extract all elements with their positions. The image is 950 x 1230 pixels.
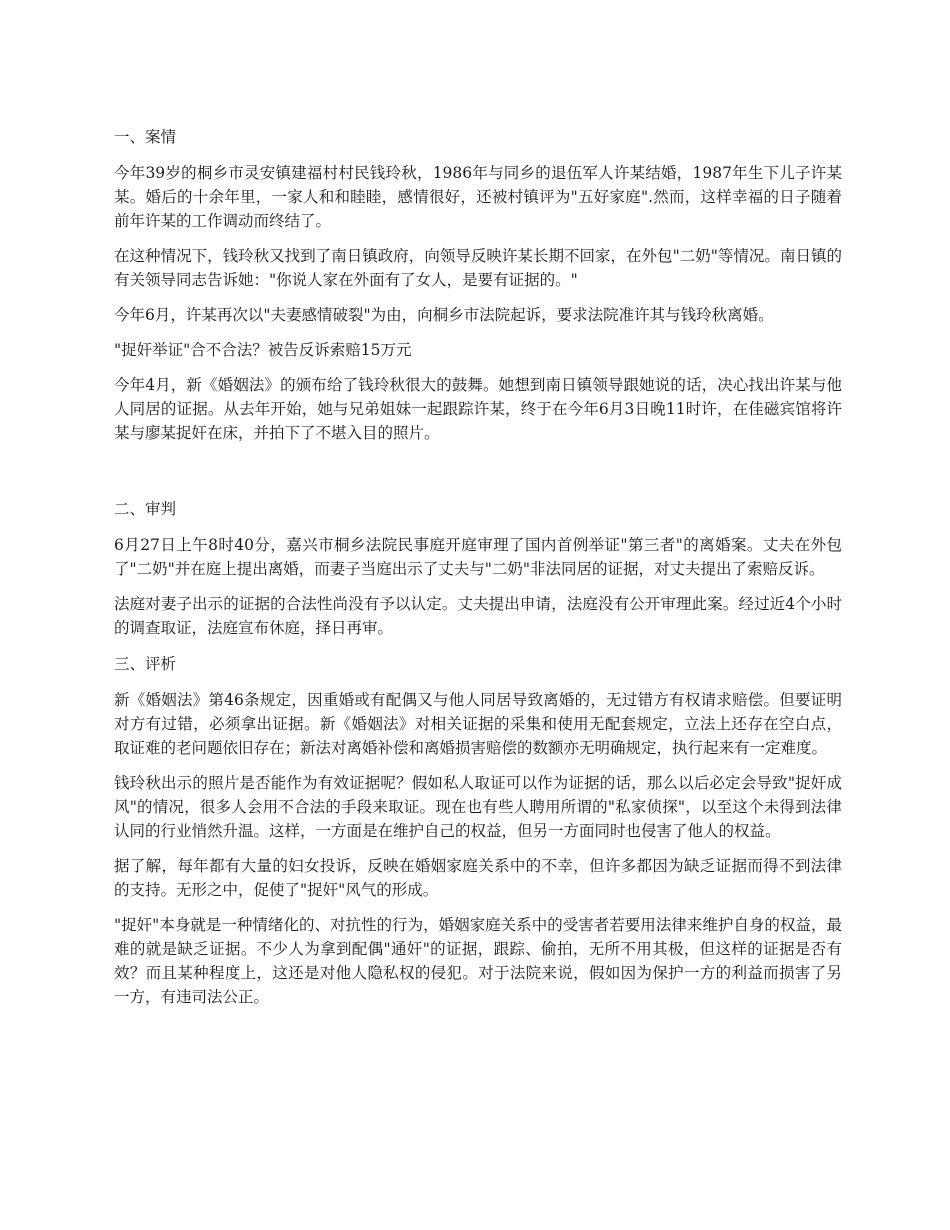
paragraph: 今年4月，新《婚姻法》的颁布给了钱玲秋很大的鼓舞。她想到南日镇领导跟她说的话，决心找出许某与他人同居的证据。从去年开始，她与兄弟姐妹一起跟踪许某，终于在今年6月3日晚11时许，在佳磁宾馆将许某与廖某捉奸在床，并拍下了不堪入目的照片。: [114, 376, 842, 442]
section-heading-analysis: 三、评析: [114, 655, 177, 673]
paragraph: 在这种情况下，钱玲秋又找到了南日镇政府，向领导反映许某长期不回家，在外包"二奶"等情况。南日镇的有关领导同志告诉她："你说人家在外面有了女人，是要有证据的。": [114, 247, 842, 289]
paragraph: "捉奸"本身就是一种情绪化的、对抗性的行为，婚姻家庭关系中的受害者若要用法律来维护自身的权益，最难的就是缺乏证据。不少人为拿到配偶"通奸"的证据，跟踪、偷拍，无所不用其极，但这样的证据是否有效？而且某种程度上，这还是对他人隐私权的侵犯。对于法院来说，假如因为保护一方的利益而损害了另一方，有违司法公正。: [114, 916, 842, 1006]
section-spacer: [114, 456, 842, 496]
paragraph: 今年39岁的桐乡市灵安镇建福村村民钱玲秋，1986年与同乡的退伍军人许某结婚，1987年生下儿子许某某。婚后的十余年里，一家人和和睦睦，感情很好，还被村镇评为"五好家庭".然而，这样幸福的日子随着前年许某的工作调动而终结了。: [114, 164, 842, 230]
paragraph: 新《婚姻法》第46条规定，因重婚或有配偶又与他人同居导致离婚的，无过错方有权请求赔偿。但要证明对方有过错，必须拿出证据。新《婚姻法》对相关证据的采集和使用无配套规定，立法上还存在空白点，取证难的老问题依旧存在；新法对离婚补偿和离婚损害赔偿的数额亦无明确规定，执行起来有一定难度。: [114, 691, 842, 757]
section-case: [114, 124, 842, 445]
section-trial: [114, 496, 842, 640]
section-analysis: [114, 651, 842, 1009]
section-heading-trial: 二、审判: [114, 500, 177, 518]
document-body: [114, 124, 842, 1020]
paragraph: 今年6月，许某再次以"夫妻感情破裂"为由，向桐乡市法院起诉，要求法院准许其与钱玲秋离婚。: [114, 306, 774, 324]
subheading-paragraph: "捉奸举证"合不合法？被告反诉索赔15万元: [114, 341, 412, 359]
paragraph: 6月27日上午8时40分，嘉兴市桐乡法院民事庭开庭审理了国内首例举证"第三者"的离婚案。丈夫在外包了"二奶"并在庭上提出离婚，而妻子当庭出示了丈夫与"二奶"非法同居的证据，对丈夫提出了索赔反诉。: [114, 536, 842, 578]
paragraph: 据了解，每年都有大量的妇女投诉，反映在婚姻家庭关系中的不幸，但许多都因为缺乏证据而得不到法律的支持。无形之中，促使了"捉奸"风气的形成。: [114, 857, 842, 899]
paragraph: 法庭对妻子出示的证据的合法性尚没有予以认定。丈夫提出申请，法庭没有公开审理此案。经过近4个小时的调查取证，法庭宣布休庭，择日再审。: [114, 595, 842, 637]
paragraph: 钱玲秋出示的照片是否能作为有效证据呢？假如私人取证可以作为证据的话，那么以后必定会导致"捉奸成风"的情况，很多人会用不合法的手段来取证。现在也有些人聘用所谓的"私家侦探"，以至这个未得到法律认同的行业悄然升温。这样，一方面是在维护自己的权益，但另一方面同时也侵害了他人的权益。: [114, 774, 842, 840]
section-heading-case: 一、案情: [114, 128, 177, 146]
